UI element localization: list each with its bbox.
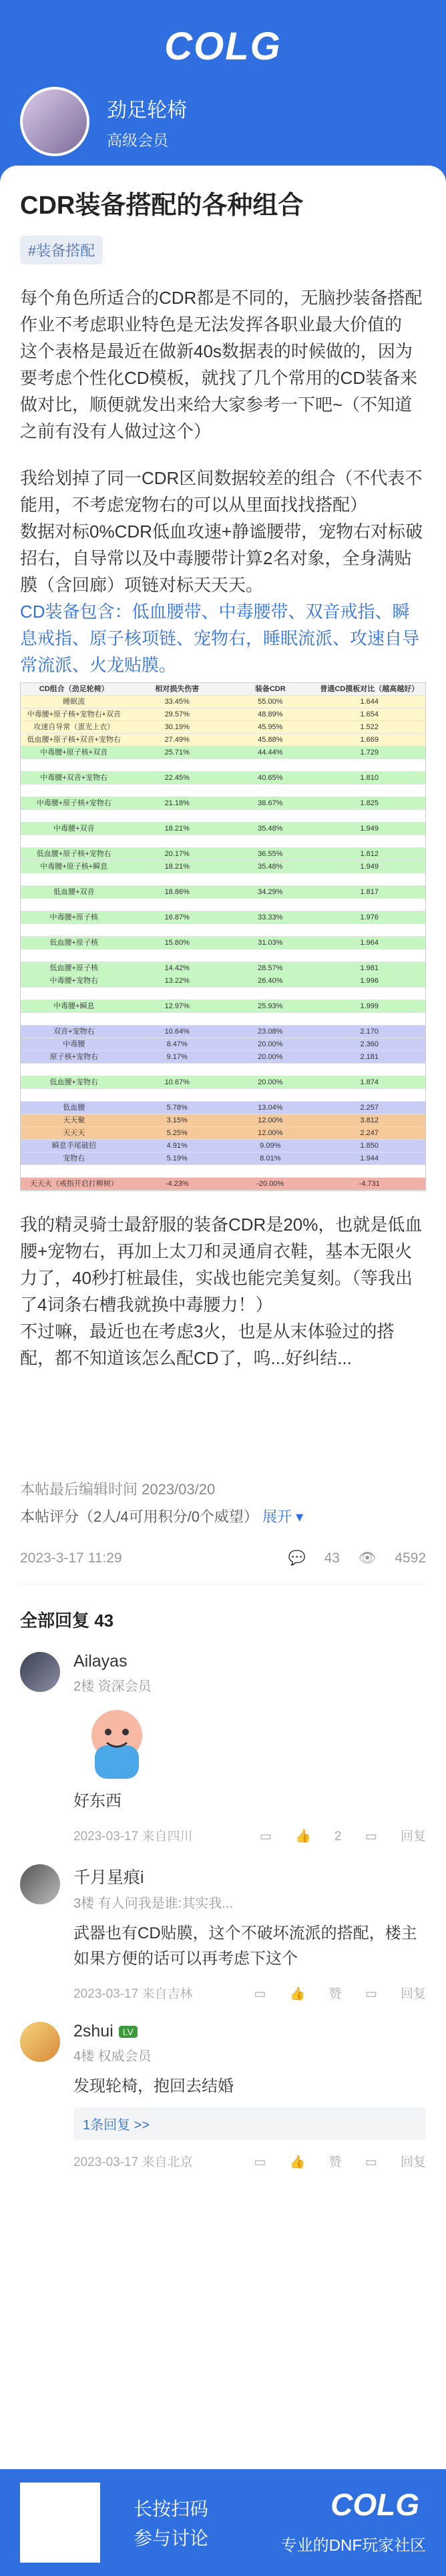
cdr-table xyxy=(20,682,426,1191)
table-separator xyxy=(21,988,425,1000)
table-cell: 低血腰+双音 xyxy=(53,888,95,896)
table-separator xyxy=(21,899,425,911)
table-cell: 3.15% xyxy=(166,1116,188,1124)
avatar[interactable] xyxy=(20,1864,60,1904)
table-row xyxy=(21,1102,425,1114)
reply-button[interactable]: ▭ xyxy=(254,2155,266,2169)
table-cell: 40.65% xyxy=(258,774,283,782)
table-cell: 4.91% xyxy=(166,1142,188,1150)
post-footer xyxy=(20,1550,426,1584)
table-cell: 30.19% xyxy=(164,723,190,731)
table-cell: 1.810 xyxy=(360,774,379,782)
like-button[interactable]: 👍 赞 xyxy=(289,2155,342,2169)
table-cell: 1.949 xyxy=(360,825,379,833)
table-cell: 38.67% xyxy=(258,799,283,807)
table-row xyxy=(21,1178,425,1191)
table-separator xyxy=(21,1013,425,1026)
paragraph-1: 每个角色所适合的CDR都是不同的，无脑抄装备搭配作业不考虑职业特色是无法发挥各职业最大价值的 这个表格是最近在做新40s数据表的时候做的，因为要考虑个性化CD模板，就找了几个常用的CD装备来做对比，顺便就发出来给大家参考一下吧~（不知道之前有没有人做过这个） xyxy=(20,288,423,441)
table-cell: 1.944 xyxy=(360,1154,379,1162)
table-cell: 14.42% xyxy=(164,964,190,972)
avatar[interactable] xyxy=(20,1652,60,1692)
table-header: 相对损失伤害 xyxy=(155,685,200,693)
table-cell: 10.64% xyxy=(164,1028,190,1036)
table-separator xyxy=(21,785,425,797)
table-cell: 20.17% xyxy=(164,850,190,858)
table-cell: 原子核+宠物右 xyxy=(49,1053,98,1061)
table-cell: 中毒腰+双音 xyxy=(53,825,95,833)
table-cell: 睡眠流 xyxy=(63,698,85,706)
table-header: 装备CDR xyxy=(254,685,286,693)
table-row xyxy=(21,734,425,746)
table-cell: 28.57% xyxy=(258,964,283,972)
table-row xyxy=(21,1076,425,1089)
table-separator xyxy=(21,873,425,886)
table-cell: 1.996 xyxy=(360,977,379,985)
table-cell: 低血腰 xyxy=(63,1104,85,1112)
table-cell: 45.88% xyxy=(258,736,283,744)
table-cell: 35.48% xyxy=(258,825,283,833)
more-button[interactable]: ▭ 回复 xyxy=(365,2155,426,2169)
table-cell: 48.89% xyxy=(258,710,283,718)
table-cell: 12.00% xyxy=(258,1129,283,1137)
reply-item xyxy=(20,1652,426,1844)
scan-prompt: 长按扫码 参与讨论 xyxy=(134,2499,209,2549)
subreply-link[interactable]: 1条回复 >> xyxy=(73,2107,426,2140)
level-badge-icon: LV xyxy=(119,2026,138,2038)
reply-author[interactable]: 千月星痕i xyxy=(73,1868,144,1887)
author-level: 高级会员 xyxy=(107,131,168,149)
table-cell: 天天火（戒指开启打柳树） xyxy=(29,1180,118,1188)
table-cell: 15.80% xyxy=(164,939,190,947)
footer-slogan: 专业的DNF玩家社区 xyxy=(280,2537,426,2555)
table-row xyxy=(21,1152,425,1165)
reply-floor: 4楼 权威会员 xyxy=(73,2049,152,2064)
table-separator xyxy=(21,810,425,823)
table-cell: 1.654 xyxy=(360,710,379,718)
table-row xyxy=(21,721,425,734)
table-cell: 1.999 xyxy=(360,1002,379,1010)
table-cell: 55.00% xyxy=(258,698,283,706)
reply-footer xyxy=(73,1826,426,1844)
table-cell: 1.981 xyxy=(360,964,379,972)
table-row xyxy=(21,886,425,899)
table-cell: 瞬息手尾破招 xyxy=(51,1142,96,1150)
paragraph-4: 不过嘛，最近也在考虑3火，也是从末体验过的搭配，都不知道该怎么配CD了，呜...好纠结... xyxy=(20,1321,395,1368)
table-cell: 34.29% xyxy=(258,888,283,896)
table-cell: 1.850 xyxy=(360,1142,379,1150)
table-row xyxy=(21,708,425,721)
table-row xyxy=(21,772,425,785)
table-cell: 低血腰+宠物右 xyxy=(49,1078,98,1086)
table-cell: 低血腰+原子核+双音+宠物右 xyxy=(27,736,121,744)
table-cell: 1.949 xyxy=(360,863,379,871)
table-separator xyxy=(21,1165,425,1178)
table-row xyxy=(21,1127,425,1140)
table-cell: 33.33% xyxy=(258,913,283,921)
table-cell: 18.21% xyxy=(164,825,190,833)
reply-footer xyxy=(73,1984,426,2002)
sticker-image xyxy=(73,1699,160,1785)
table-cell: 45.95% xyxy=(258,723,283,731)
view-count: 👁 4592 xyxy=(358,1550,426,1566)
reply-date: 2023-03-17 来自吉林 xyxy=(73,1987,193,2001)
reply-date: 2023-03-17 来自北京 xyxy=(73,2155,193,2169)
table-row xyxy=(21,823,425,835)
reply-author[interactable]: Ailayas xyxy=(73,1652,128,1671)
edit-time: 本帖最后编辑时间 2023/03/20 xyxy=(20,1481,216,1498)
table-cell: 5.78% xyxy=(166,1104,188,1112)
table-cell: 中毒腰+宠物右 xyxy=(49,977,98,985)
table-cell: 2.181 xyxy=(360,1053,379,1061)
table-cell: 1.874 xyxy=(360,1078,379,1086)
table-row xyxy=(21,1026,425,1038)
table-cell: 1.817 xyxy=(360,888,379,896)
replies-heading: 全部回复 43 xyxy=(20,1611,114,1631)
table-cell: -20.00% xyxy=(256,1180,284,1188)
reply-item xyxy=(20,1864,426,2002)
table-cell: 5.19% xyxy=(166,1154,188,1162)
author-name[interactable]: 劲足轮椅 xyxy=(107,99,187,122)
post-title: CDR装备搭配的各种组合 xyxy=(20,192,304,220)
table-header-row xyxy=(21,683,425,696)
table-cell: 10.67% xyxy=(164,1078,190,1086)
table-cell: 2.257 xyxy=(360,1104,379,1112)
table-cell: 1.522 xyxy=(360,723,379,731)
bottom-banner xyxy=(0,2469,446,2576)
table-cell: 双音+宠物右 xyxy=(53,1028,95,1036)
table-cell: 16.87% xyxy=(164,913,190,921)
table-cell: 18.21% xyxy=(164,863,190,871)
rating-row xyxy=(20,1506,426,1526)
table-cell: 44.44% xyxy=(258,748,283,757)
table-cell: 1.825 xyxy=(360,799,379,807)
table-row xyxy=(21,1051,425,1064)
reply-footer xyxy=(73,2152,426,2170)
table-cell: 攻速自导常（蛋光上衣） xyxy=(33,723,115,731)
table-cell: 中毒腰 xyxy=(63,1040,85,1048)
table-cell: 12.97% xyxy=(164,1002,190,1010)
reply-date: 2023-03-17 来自四川 xyxy=(73,1830,193,1844)
table-cell: 中毒腰+原子核+瞬息 xyxy=(40,863,108,871)
footer-logo: COLG xyxy=(330,2487,419,2522)
table-row xyxy=(21,746,425,759)
author-row[interactable] xyxy=(20,87,187,156)
rating-text: 本帖评分（2人/4可用积分/0个威望） xyxy=(20,1508,258,1525)
table-row xyxy=(21,848,425,861)
table-cell: 1.964 xyxy=(360,939,379,947)
table-cell: 21.18% xyxy=(164,799,190,807)
table-separator xyxy=(21,949,425,962)
table-cell: 中毒腰+原子核+宠物右+双音 xyxy=(27,710,121,718)
table-cell: 宠物右 xyxy=(63,1154,85,1162)
table-cell: 2.247 xyxy=(360,1129,379,1137)
like-button[interactable]: 👍 2 xyxy=(294,1830,342,1844)
comment-count[interactable]: 💬 43 xyxy=(288,1550,340,1566)
table-cell: 8.01% xyxy=(260,1154,281,1162)
colg-logo: COLG xyxy=(164,25,282,68)
table-cell: 13.22% xyxy=(164,977,190,985)
table-row xyxy=(21,962,425,975)
table-separator xyxy=(21,835,425,848)
table-cell: 1.812 xyxy=(360,850,379,858)
table-row xyxy=(21,1000,425,1013)
table-row xyxy=(21,975,425,988)
table-cell: -4.23% xyxy=(165,1180,189,1188)
table-row xyxy=(21,797,425,810)
table-cell: 中毒腰+原子核+双音 xyxy=(40,748,108,757)
reply-author[interactable]: 2shui LV xyxy=(73,2022,426,2041)
avatar[interactable] xyxy=(20,2022,60,2062)
qr-code-icon xyxy=(20,2483,100,2563)
table-cell: 20.00% xyxy=(258,1053,283,1061)
table-cell: 中毒腰+瞬息 xyxy=(53,1002,95,1010)
table-cell: 13.04% xyxy=(258,1104,283,1112)
table-cell: 天天聚 xyxy=(63,1116,85,1124)
like-button[interactable]: 👍 赞 xyxy=(289,1987,342,2001)
reply-body: 武器也有CD贴膜，这个不破坏流派的搭配，楼主如果方便的话可以再考虑下这个 xyxy=(73,1924,417,1968)
table-cell: 2.360 xyxy=(360,1040,379,1048)
table-cell: 中毒腰+原子核+宠物右 xyxy=(36,799,112,807)
table-cell: 25.71% xyxy=(164,748,190,757)
paragraph-3: 我的精灵骑士最舒服的装备CDR是20%，也就是低血腰+宠物右，再加上太刀和灵通肩衣鞋，基本无限火力了，40秒打桩最佳，实战也能完美复刻。（等我出了4词条右槽我就换中毒腰力！） xyxy=(20,1215,423,1315)
table-row xyxy=(21,696,425,708)
table-cell: 18.86% xyxy=(164,888,190,896)
cd-items: CD装备包含：低血腰带、中毒腰带、双音戒指、瞬息戒指、原子核项链、宠物右，睡眠流派、攻速自导常流派、火龙贴膜。 xyxy=(20,602,420,675)
table-cell: 22.45% xyxy=(164,774,190,782)
more-button[interactable]: ▭ 回复 xyxy=(365,1830,426,1844)
table-cell: 1.669 xyxy=(360,736,379,744)
post-tag[interactable]: #装备搭配 xyxy=(20,236,103,264)
table-separator xyxy=(21,924,425,937)
table-cell: 26.40% xyxy=(258,977,283,985)
table-row xyxy=(21,1140,425,1152)
table-row xyxy=(21,861,425,873)
table-cell: 20.00% xyxy=(258,1078,283,1086)
table-cell: 35.48% xyxy=(258,863,283,871)
table-cell: 36.55% xyxy=(258,850,283,858)
table-cell: 低血腰+原子核+宠物右 xyxy=(36,850,112,858)
table-row xyxy=(21,937,425,949)
table-cell: 1.644 xyxy=(360,698,379,706)
reply-floor: 3楼 有人问我是谁:其实我... xyxy=(73,1896,233,1911)
table-header: 普通CD摸板对比（越高越好） xyxy=(320,685,419,693)
table-cell: 29.57% xyxy=(164,710,190,718)
post-card xyxy=(0,166,446,2576)
table-cell: 9.09% xyxy=(260,1142,281,1150)
table-cell: 25.93% xyxy=(258,1002,283,1010)
table-separator xyxy=(21,759,425,772)
table-cell: 27.49% xyxy=(164,736,190,744)
table-row xyxy=(21,1038,425,1051)
more-button[interactable]: ▭ 回复 xyxy=(365,1987,426,2001)
table-header: CD组合（劲足轮椅） xyxy=(39,685,109,693)
table-cell: 12.00% xyxy=(258,1116,283,1124)
rating-expand-button[interactable]: 展开 ▾ xyxy=(262,1508,304,1525)
reply-button[interactable]: ▭ xyxy=(259,1830,272,1844)
paragraph-2: 我给划掉了同一CDR区间数据较差的组合（不代表不能用，不考虑宠物右的可以从里面找找搭配） 数据对标0%CDR低血攻速+静谧腰带，宠物右对标破招右，自导常以及中毒腰带计算2名对象，全身满贴膜（含回廊）项链对标天天天。 xyxy=(20,468,423,595)
table-cell: 8.47% xyxy=(166,1040,188,1048)
table-cell: 33.45% xyxy=(164,698,190,706)
table-cell: 3.812 xyxy=(360,1116,379,1124)
table-cell: 23.08% xyxy=(258,1028,283,1036)
table-cell: 低血腰+原子核 xyxy=(49,964,98,972)
reply-item xyxy=(20,2022,426,2170)
table-row xyxy=(21,911,425,924)
table-cell: 2.170 xyxy=(360,1028,379,1036)
reply-floor: 2楼 资深会员 xyxy=(73,1679,152,1694)
reply-body: 发现轮椅，抱回去结婚 xyxy=(73,2077,234,2095)
table-cell: 5.25% xyxy=(166,1129,188,1137)
post-date: 2023-3-17 11:29 xyxy=(20,1550,122,1566)
table-cell: 1.976 xyxy=(360,913,379,921)
table-cell: 天天天 xyxy=(63,1129,85,1137)
table-cell: 9.17% xyxy=(166,1053,188,1061)
table-cell: 20.00% xyxy=(258,1040,283,1048)
table-cell: 中毒腰+原子核 xyxy=(49,913,98,921)
table-cell: 中毒腰+双音+宠物右 xyxy=(40,774,108,782)
reply-body: 好东西 xyxy=(73,1792,122,1810)
table-cell: -4.731 xyxy=(359,1180,380,1188)
table-separator xyxy=(21,1089,425,1102)
table-separator xyxy=(21,1064,425,1076)
table-row xyxy=(21,1114,425,1127)
table-cell: 低血腰+原子核 xyxy=(49,939,98,947)
reply-button[interactable]: ▭ xyxy=(254,1987,266,2001)
table-cell: 31.03% xyxy=(258,939,283,947)
avatar[interactable] xyxy=(20,87,89,156)
table-cell: 1.729 xyxy=(360,748,379,757)
